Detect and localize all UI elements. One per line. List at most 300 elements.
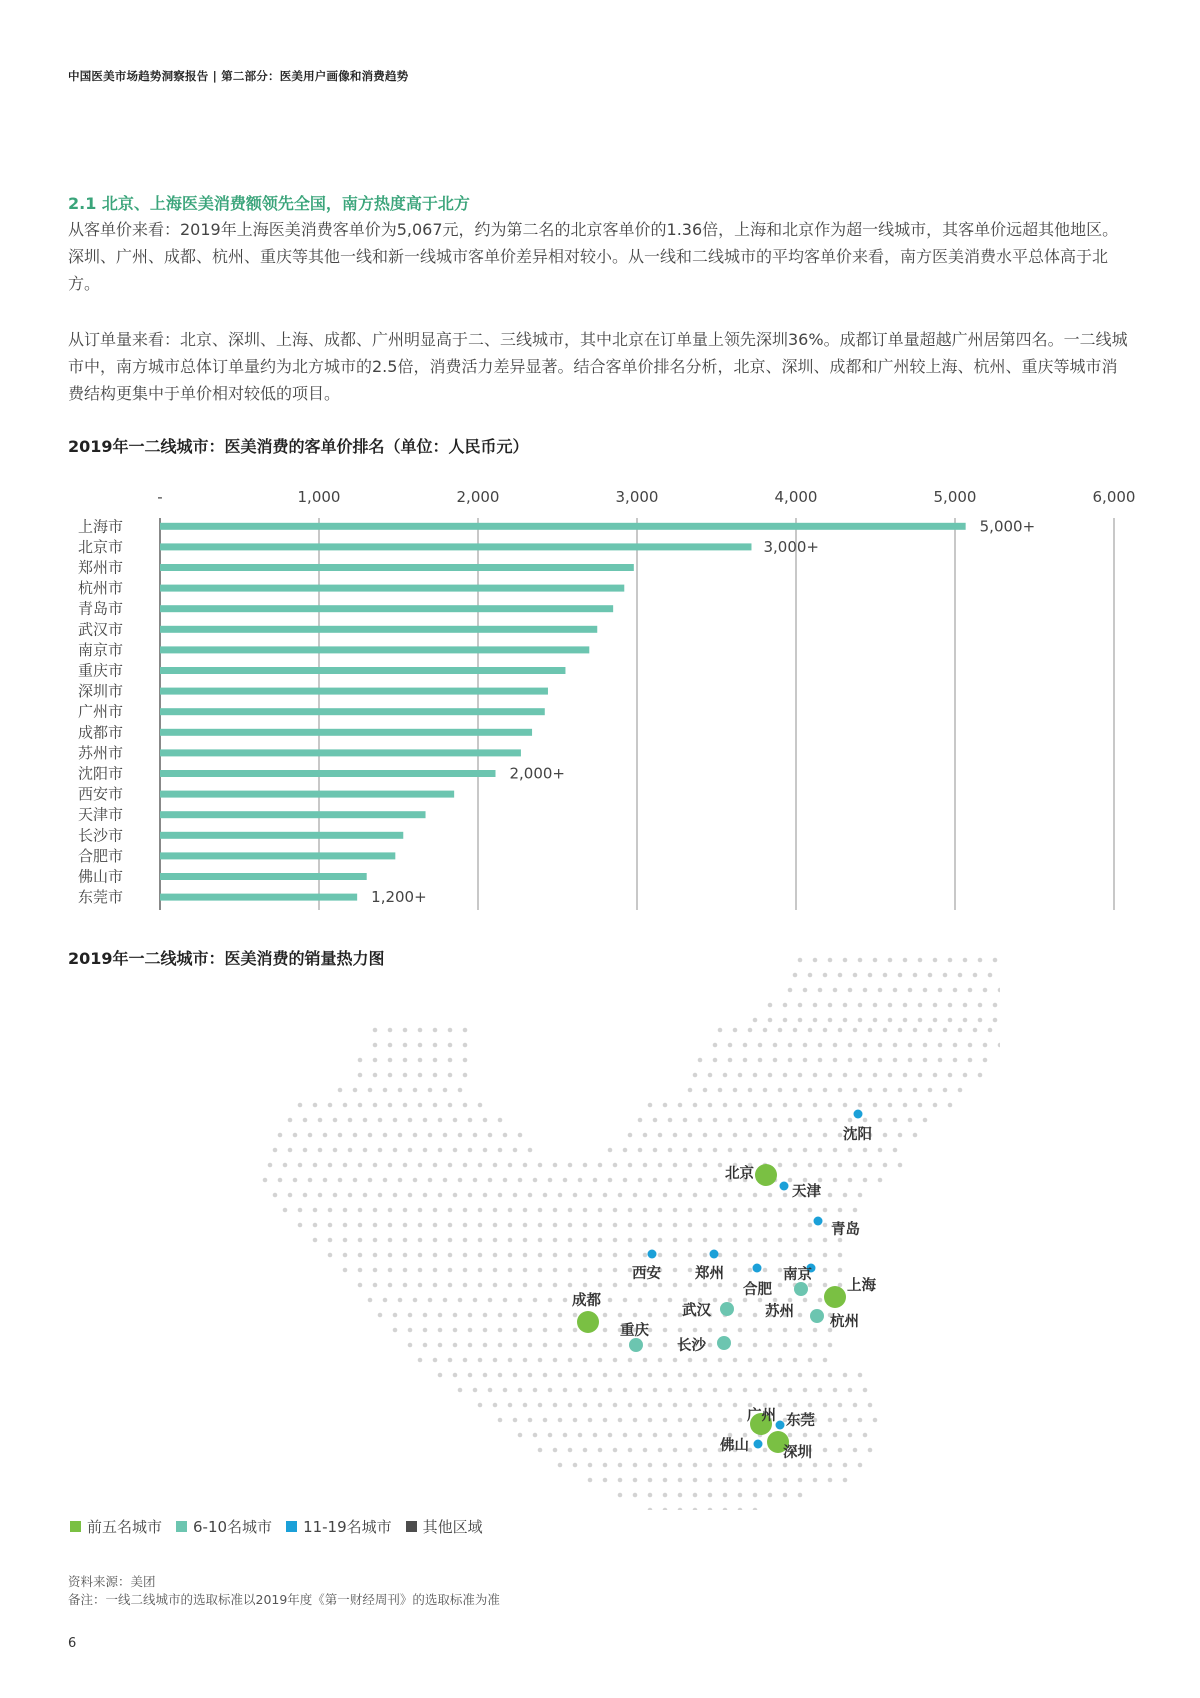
map-dot — [748, 1208, 753, 1213]
map-dot — [558, 1343, 563, 1348]
map-dot — [658, 1403, 663, 1408]
map-dot — [693, 1193, 698, 1198]
map-dot — [738, 1478, 743, 1483]
map-dot — [678, 1193, 683, 1198]
map-dot — [828, 1373, 833, 1378]
map-dot — [843, 1373, 848, 1378]
map-dot — [788, 1178, 793, 1183]
map-dot — [703, 1283, 708, 1288]
category-label: 南京市 — [78, 640, 124, 659]
map-dot — [593, 1433, 598, 1438]
map-dot — [403, 1028, 408, 1033]
map-dot — [263, 1178, 268, 1183]
map-dot — [553, 1358, 558, 1363]
map-dot — [323, 1178, 328, 1183]
map-dot — [568, 1238, 573, 1243]
map-dot — [418, 1223, 423, 1228]
bar — [160, 749, 521, 756]
map-dot — [563, 1388, 568, 1393]
map-dot — [793, 1088, 798, 1093]
map-dot — [608, 1388, 613, 1393]
map-dot — [468, 1373, 473, 1378]
map-dot — [633, 1463, 638, 1468]
map-dot — [768, 1103, 773, 1108]
map-dot — [543, 1343, 548, 1348]
city-label: 重庆 — [620, 1323, 649, 1339]
map-dot — [613, 1403, 618, 1408]
map-dot — [418, 1058, 423, 1063]
map-dot — [613, 1448, 618, 1453]
map-dot — [538, 1358, 543, 1363]
map-dot — [598, 1283, 603, 1288]
map-dot — [288, 1118, 293, 1123]
map-dot — [358, 1103, 363, 1108]
bar — [160, 873, 367, 880]
map-dot — [933, 1003, 938, 1008]
map-dot — [368, 1298, 373, 1303]
map-dot — [488, 1133, 493, 1138]
map-dot — [863, 1043, 868, 1048]
map-dot — [688, 1283, 693, 1288]
map-dot — [913, 1133, 918, 1138]
map-dot — [683, 1178, 688, 1183]
map-dot — [468, 1343, 473, 1348]
map-dot — [553, 1253, 558, 1258]
map-dot — [753, 1313, 758, 1318]
map-dot — [993, 958, 998, 963]
map-dot — [823, 1238, 828, 1243]
map-dot — [828, 1478, 833, 1483]
map-dot — [328, 1253, 333, 1258]
map-dot — [588, 1478, 593, 1483]
map-dot — [613, 1208, 618, 1213]
map-dot — [673, 1448, 678, 1453]
map-dot — [713, 1118, 718, 1123]
map-dot — [413, 1298, 418, 1303]
map-dot — [588, 1418, 593, 1423]
map-dot — [863, 1058, 868, 1063]
map-title: 2019年一二线城市：医美消费的销量热力图 — [68, 949, 385, 968]
map-dot — [628, 1133, 633, 1138]
map-dot — [418, 1283, 423, 1288]
map-dot — [378, 1313, 383, 1318]
map-dot — [893, 1058, 898, 1063]
map-dot — [373, 1028, 378, 1033]
map-dot — [708, 1463, 713, 1468]
map-dot — [673, 1163, 678, 1168]
map-dot — [923, 1043, 928, 1048]
map-dot — [588, 1373, 593, 1378]
map-dot — [878, 1148, 883, 1153]
bar — [160, 791, 454, 798]
map-dot — [978, 958, 983, 963]
map-dot — [783, 1343, 788, 1348]
map-dot — [643, 1253, 648, 1258]
map-dot — [403, 1268, 408, 1273]
city-marker — [810, 1309, 824, 1323]
map-dot — [598, 1163, 603, 1168]
map-dot — [553, 1403, 558, 1408]
map-dot — [618, 1193, 623, 1198]
map-dot — [683, 1148, 688, 1153]
map-dot — [443, 1178, 448, 1183]
map-dot — [388, 1103, 393, 1108]
map-dot — [348, 1118, 353, 1123]
map-dot — [808, 1208, 813, 1213]
map-dot — [643, 1358, 648, 1363]
map-dot — [863, 1433, 868, 1438]
map-dot — [808, 973, 813, 978]
map-dot — [723, 1073, 728, 1078]
x-tick-label: 2,000 — [456, 488, 500, 506]
map-dot — [873, 1103, 878, 1108]
map-dot — [368, 1178, 373, 1183]
map-dot — [823, 1028, 828, 1033]
map-dot — [358, 1283, 363, 1288]
map-dot — [908, 1058, 913, 1063]
map-dot — [788, 1298, 793, 1303]
map-dot — [463, 1358, 468, 1363]
map-dot — [678, 1373, 683, 1378]
map-dot — [733, 1253, 738, 1258]
map-dot — [478, 1223, 483, 1228]
map-dot — [448, 1268, 453, 1273]
map-dot — [448, 1103, 453, 1108]
map-dot — [818, 1433, 823, 1438]
city-label: 合肥 — [743, 1282, 772, 1298]
map-dot — [673, 1253, 678, 1258]
map-dot — [778, 1268, 783, 1273]
map-dot — [593, 1178, 598, 1183]
map-dot — [438, 1118, 443, 1123]
map-dot — [523, 1253, 528, 1258]
map-dot — [888, 1103, 893, 1108]
map-dot — [503, 1298, 508, 1303]
map-dot — [808, 1238, 813, 1243]
map-dot — [538, 1163, 543, 1168]
map-dot — [618, 1493, 623, 1498]
map-dot — [898, 1133, 903, 1138]
map-dot — [528, 1343, 533, 1348]
map-dot — [858, 1003, 863, 1008]
map-dot — [433, 1058, 438, 1063]
map-dot — [518, 1178, 523, 1183]
map-dot — [468, 1193, 473, 1198]
map-dot — [993, 1018, 998, 1023]
map-dot — [613, 1268, 618, 1273]
map-dot — [673, 1133, 678, 1138]
map-dot — [633, 1373, 638, 1378]
city-label: 成都 — [572, 1293, 601, 1309]
map-dot — [738, 1463, 743, 1468]
map-dot — [603, 1478, 608, 1483]
map-dot — [798, 1073, 803, 1078]
map-dot — [853, 1208, 858, 1213]
map-dot — [403, 1223, 408, 1228]
map-dot — [778, 1163, 783, 1168]
map-dot — [443, 1298, 448, 1303]
map-dot — [768, 1343, 773, 1348]
map-dot — [538, 1283, 543, 1288]
map-dot — [803, 1178, 808, 1183]
map-dot — [448, 1358, 453, 1363]
map-dot — [963, 1018, 968, 1023]
map-dot — [493, 1208, 498, 1213]
map-dot — [843, 1003, 848, 1008]
map-dot — [448, 1208, 453, 1213]
map-dot — [603, 1313, 608, 1318]
map-dot — [828, 1193, 833, 1198]
map-dot — [338, 1088, 343, 1093]
source-note: 资料来源：美团 — [68, 1574, 156, 1589]
map-dot — [798, 958, 803, 963]
map-dot — [433, 1358, 438, 1363]
map-dot — [833, 988, 838, 993]
map-dot — [458, 1088, 463, 1093]
map-dot — [728, 1043, 733, 1048]
category-label: 郑州市 — [78, 558, 124, 577]
map-dot — [708, 1418, 713, 1423]
map-dot — [703, 1238, 708, 1243]
map-dot — [643, 1163, 648, 1168]
map-dot — [458, 1298, 463, 1303]
map-dot — [688, 1238, 693, 1243]
map-dot — [713, 1388, 718, 1393]
map-dot — [763, 1208, 768, 1213]
map-dot — [598, 1448, 603, 1453]
map-dot — [418, 1358, 423, 1363]
map-dot — [793, 1028, 798, 1033]
map-dot — [848, 1148, 853, 1153]
map-dot — [723, 1418, 728, 1423]
data-label: 1,200+ — [371, 888, 427, 907]
map-dot — [588, 1463, 593, 1468]
map-dot — [778, 1208, 783, 1213]
map-dot — [858, 1418, 863, 1423]
map-dot — [703, 1208, 708, 1213]
map-dot — [798, 1103, 803, 1108]
map-dot — [648, 1508, 653, 1510]
map-dot — [713, 1178, 718, 1183]
map-dot — [433, 1268, 438, 1273]
map-dot — [563, 1178, 568, 1183]
bar — [160, 894, 357, 901]
map-dot — [793, 1208, 798, 1213]
map-dot — [823, 1163, 828, 1168]
map-dot — [978, 1073, 983, 1078]
map-dot — [713, 1043, 718, 1048]
map-dot — [948, 1018, 953, 1023]
map-dot — [828, 1418, 833, 1423]
map-dot — [428, 1088, 433, 1093]
map-dot — [838, 1028, 843, 1033]
map-dot — [628, 1238, 633, 1243]
map-dot — [708, 1193, 713, 1198]
map-dot — [618, 1463, 623, 1468]
map-dot — [298, 1163, 303, 1168]
map-dot — [388, 1028, 393, 1033]
map-dot — [658, 1238, 663, 1243]
map-dot — [448, 1223, 453, 1228]
map-dot — [503, 1178, 508, 1183]
map-dot — [838, 1238, 843, 1243]
map-dot — [998, 1043, 1000, 1048]
map-dot — [448, 1283, 453, 1288]
map-dot — [723, 1508, 728, 1510]
map-dot — [433, 1163, 438, 1168]
map-dot — [498, 1418, 503, 1423]
map-dot — [698, 1433, 703, 1438]
map-dot — [628, 1223, 633, 1228]
map-dot — [628, 1448, 633, 1453]
map-dot — [388, 1268, 393, 1273]
city-label: 东莞 — [786, 1413, 815, 1429]
map-dot — [498, 1373, 503, 1378]
map-dot — [733, 1238, 738, 1243]
map-dot — [373, 1253, 378, 1258]
map-dot — [538, 1253, 543, 1258]
map-dot — [403, 1283, 408, 1288]
map-dot — [733, 1283, 738, 1288]
category-label: 青岛市 — [78, 599, 124, 618]
map-dot — [793, 1403, 798, 1408]
map-dot — [783, 1493, 788, 1498]
map-dot — [568, 1253, 573, 1258]
map-dot — [498, 1328, 503, 1333]
map-dot — [698, 1298, 703, 1303]
map-dot — [773, 1298, 778, 1303]
map-dot — [653, 1388, 658, 1393]
map-dot — [753, 1508, 758, 1510]
map-dot — [908, 988, 913, 993]
map-dot — [838, 1448, 843, 1453]
map-dot — [568, 1268, 573, 1273]
map-dot — [708, 1073, 713, 1078]
map-dot — [918, 1018, 923, 1023]
map-dot — [313, 1208, 318, 1213]
city-label: 西安 — [632, 1266, 661, 1282]
map-dot — [328, 1103, 333, 1108]
map-dot — [958, 973, 963, 978]
map-dot — [783, 1018, 788, 1023]
map-dot — [748, 1268, 753, 1273]
map-dot — [708, 1508, 713, 1510]
map-dot — [618, 1343, 623, 1348]
map-dot — [473, 1388, 478, 1393]
map-dot — [418, 1163, 423, 1168]
map-dot — [843, 1193, 848, 1198]
map-dot — [758, 1148, 763, 1153]
map-dot — [703, 1133, 708, 1138]
map-dot — [668, 1433, 673, 1438]
map-dot — [473, 1298, 478, 1303]
map-dot — [728, 1118, 733, 1123]
map-dot — [753, 1493, 758, 1498]
map-dot — [638, 1298, 643, 1303]
map-dot — [508, 1163, 513, 1168]
map-dot — [668, 1388, 673, 1393]
city-label: 长沙 — [677, 1338, 706, 1354]
map-dot — [823, 1358, 828, 1363]
map-dot — [328, 1223, 333, 1228]
map-dot — [603, 1193, 608, 1198]
map-dot — [598, 1238, 603, 1243]
map-dot — [733, 1268, 738, 1273]
map-dot — [738, 1313, 743, 1318]
map-dot — [808, 1283, 813, 1288]
map-dot — [333, 1118, 338, 1123]
map-dot — [753, 1103, 758, 1108]
map-dot — [673, 1403, 678, 1408]
map-dot — [738, 1103, 743, 1108]
map-dot — [388, 1238, 393, 1243]
map-dot — [318, 1118, 323, 1123]
map-dot — [763, 1223, 768, 1228]
map-dot — [463, 1253, 468, 1258]
map-dot — [603, 1463, 608, 1468]
map-dot — [683, 1433, 688, 1438]
map-dot — [788, 1043, 793, 1048]
map-dot — [948, 958, 953, 963]
map-dot — [933, 958, 938, 963]
map-dot — [933, 1073, 938, 1078]
map-dot — [723, 1493, 728, 1498]
map-dot — [408, 1328, 413, 1333]
map-dot — [373, 1163, 378, 1168]
map-dot — [448, 1058, 453, 1063]
map-dot — [483, 1373, 488, 1378]
map-dot — [763, 1028, 768, 1033]
city-marker — [648, 1250, 657, 1259]
map-dot — [448, 1163, 453, 1168]
map-dot — [863, 988, 868, 993]
map-dot — [913, 973, 918, 978]
map-dot — [923, 1118, 928, 1123]
map-dot — [438, 1373, 443, 1378]
map-dot — [788, 1388, 793, 1393]
map-dot — [388, 1223, 393, 1228]
map-dot — [838, 1208, 843, 1213]
map-dot — [878, 1058, 883, 1063]
map-dot — [658, 1283, 663, 1288]
map-dot — [673, 1208, 678, 1213]
map-dot — [478, 1403, 483, 1408]
map-dot — [853, 1403, 858, 1408]
map-dot — [833, 1043, 838, 1048]
map-dot — [703, 1223, 708, 1228]
map-dot — [718, 1403, 723, 1408]
map-dot — [448, 1043, 453, 1048]
map-dot — [553, 1238, 558, 1243]
map-dot — [438, 1328, 443, 1333]
map-dot — [798, 1463, 803, 1468]
category-label: 沈阳市 — [78, 764, 124, 783]
x-tick-label: - — [157, 488, 163, 506]
map-dot — [658, 1223, 663, 1228]
map-dot — [953, 1043, 958, 1048]
map-dot — [433, 1253, 438, 1258]
map-dot — [483, 1328, 488, 1333]
map-dot — [833, 1058, 838, 1063]
map-dot — [813, 1003, 818, 1008]
map-dot — [648, 1493, 653, 1498]
city-marker — [776, 1421, 785, 1430]
map-dot — [973, 973, 978, 978]
map-dot — [343, 1238, 348, 1243]
map-dot — [748, 1238, 753, 1243]
map-dot — [718, 1163, 723, 1168]
map-dot — [643, 1208, 648, 1213]
